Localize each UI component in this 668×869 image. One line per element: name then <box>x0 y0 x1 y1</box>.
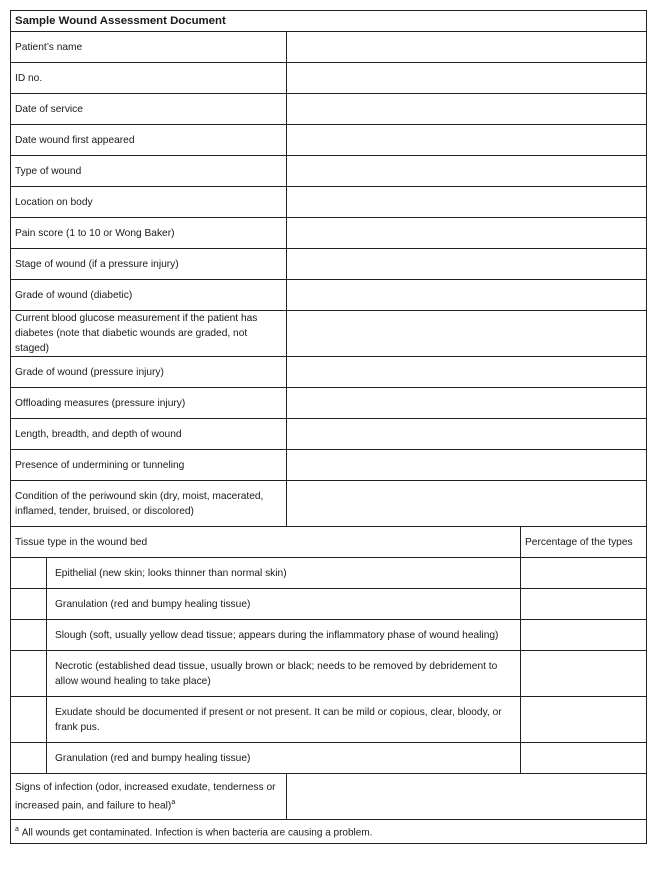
document-title: Sample Wound Assessment Document <box>11 11 647 32</box>
field-value-date-first-appeared[interactable] <box>287 125 647 156</box>
tissue-row-exudate: Exudate should be documented if present or not present. It can be mild or copious, clear, bloody, or frank pus. <box>47 697 521 743</box>
tissue-check-cell[interactable] <box>11 697 47 743</box>
field-value-location[interactable] <box>287 187 647 218</box>
tissue-row-granulation: Granulation (red and bumpy healing tissue) <box>47 589 521 620</box>
field-value-infection[interactable] <box>287 774 647 820</box>
field-label-pain-score: Pain score (1 to 10 or Wong Baker) <box>11 218 287 249</box>
field-label-grade-diabetic: Grade of wound (diabetic) <box>11 280 287 311</box>
field-value-undermining[interactable] <box>287 450 647 481</box>
tissue-percentage-cell[interactable] <box>521 620 647 651</box>
field-label-id-no: ID no. <box>11 63 287 94</box>
field-label-offloading: Offloading measures (pressure injury) <box>11 388 287 419</box>
field-value-periwound[interactable] <box>287 481 647 527</box>
field-value-patient-name[interactable] <box>287 32 647 63</box>
tissue-check-cell[interactable] <box>11 558 47 589</box>
tissue-percentage-cell[interactable] <box>521 589 647 620</box>
field-label-location: Location on body <box>11 187 287 218</box>
field-label-undermining: Presence of undermining or tunneling <box>11 450 287 481</box>
field-label-date-of-service: Date of service <box>11 94 287 125</box>
field-value-grade-diabetic[interactable] <box>287 280 647 311</box>
footnote-text: All wounds get contaminated. Infection is when bacteria are causing a problem. <box>21 827 373 839</box>
footnote-mark: a <box>15 826 19 834</box>
field-label-blood-glucose: Current blood glucose measurement if the patient has diabetes (note that diabetic wounds are graded, not staged) <box>11 311 287 357</box>
field-value-dimensions[interactable] <box>287 419 647 450</box>
field-value-pain-score[interactable] <box>287 218 647 249</box>
field-label-infection <box>11 774 287 820</box>
tissue-check-cell[interactable] <box>11 620 47 651</box>
wound-assessment-form <box>10 10 646 844</box>
tissue-percentage-cell[interactable] <box>521 697 647 743</box>
field-value-grade-pressure[interactable] <box>287 357 647 388</box>
footnote-mark: a <box>171 798 176 806</box>
tissue-row-epithelial: Epithelial (new skin; looks thinner than normal skin) <box>47 558 521 589</box>
tissue-row-necrotic: Necrotic (established dead tissue, usually brown or black; needs to be removed by debridement to allow wound healing to take place) <box>47 651 521 697</box>
tissue-percentage-cell[interactable] <box>521 651 647 697</box>
field-value-date-of-service[interactable] <box>287 94 647 125</box>
field-value-offloading[interactable] <box>287 388 647 419</box>
tissue-check-cell[interactable] <box>11 589 47 620</box>
field-label-date-first-appeared: Date wound first appeared <box>11 125 287 156</box>
field-value-stage[interactable] <box>287 249 647 280</box>
field-label-dimensions: Length, breadth, and depth of wound <box>11 419 287 450</box>
tissue-percentage-cell[interactable] <box>521 558 647 589</box>
tissue-check-cell[interactable] <box>11 651 47 697</box>
field-label-stage: Stage of wound (if a pressure injury) <box>11 249 287 280</box>
percentage-header: Percentage of the types <box>521 527 647 558</box>
field-value-blood-glucose[interactable] <box>287 311 647 357</box>
field-value-type-of-wound[interactable] <box>287 156 647 187</box>
tissue-type-header: Tissue type in the wound bed <box>11 527 521 558</box>
footnote-row <box>11 820 647 844</box>
field-value-id-no[interactable] <box>287 63 647 94</box>
field-label-periwound: Condition of the periwound skin (dry, moist, macerated, inflamed, tender, bruised, or discolored) <box>11 481 287 527</box>
field-label-grade-pressure: Grade of wound (pressure injury) <box>11 357 287 388</box>
infection-label-text: Signs of infection (odor, increased exudate, tenderness or increased pain, and failure to heal) <box>15 781 276 812</box>
field-label-type-of-wound: Type of wound <box>11 156 287 187</box>
tissue-row-granulation-2: Granulation (red and bumpy healing tissue) <box>47 743 521 774</box>
tissue-row-slough: Slough (soft, usually yellow dead tissue; appears during the inflammatory phase of wound healing) <box>47 620 521 651</box>
assessment-table <box>10 10 647 844</box>
tissue-check-cell[interactable] <box>11 743 47 774</box>
tissue-percentage-cell[interactable] <box>521 743 647 774</box>
field-label-patient-name: Patient’s name <box>11 32 287 63</box>
